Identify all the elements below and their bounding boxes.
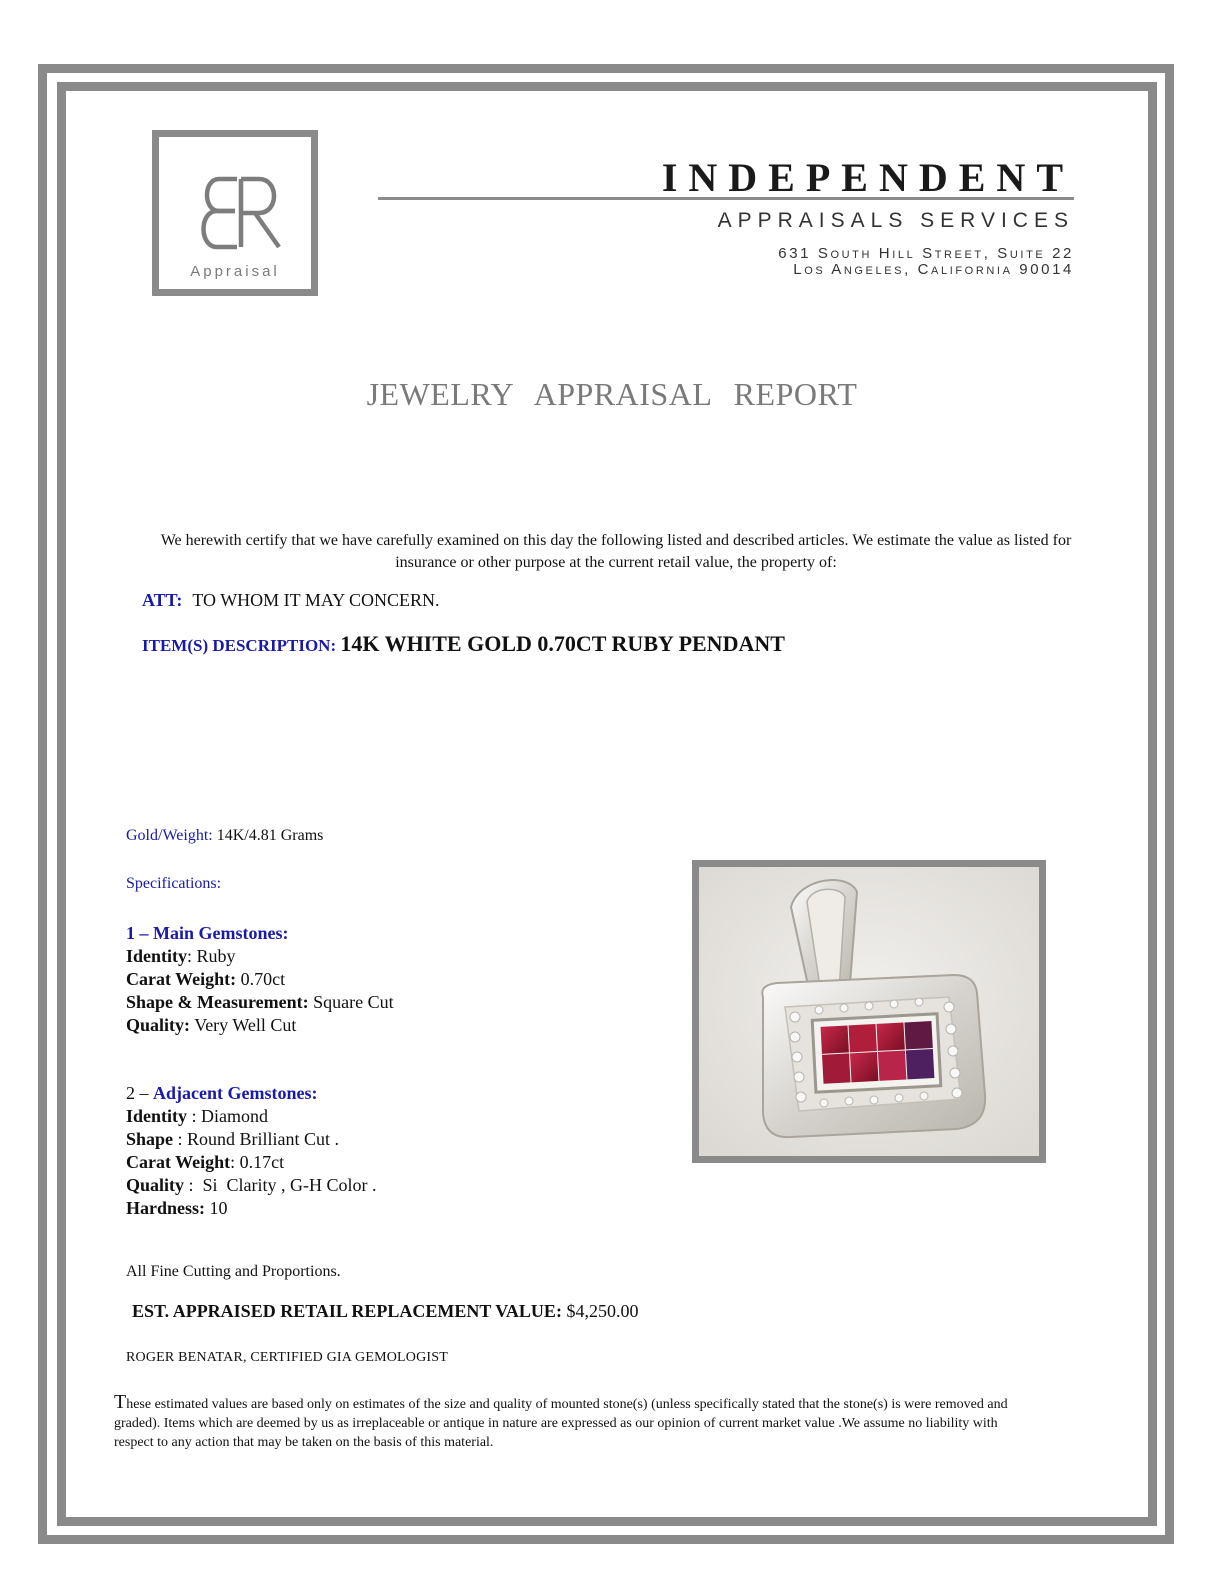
address-line-2: Los Angeles, California 90014 — [793, 261, 1074, 278]
gold-weight-label: Gold/Weight: — [126, 827, 213, 844]
quality-label: Quality: — [126, 1015, 191, 1035]
disclaimer-initial: T — [114, 1391, 127, 1413]
shape-label: Shape — [126, 1129, 174, 1149]
quality-label: Quality — [126, 1175, 185, 1195]
disclaimer-text: hese estimated values are based only on estimates of the size and quality of mounted stone(s) (unless specifically stated that the stone(s) is were removed and graded). Items which are deemed by us as irreplaceable or antique in nature are expressed as our opinion of current market value .We assume no liability with respect to any action that may be taken on the basis of this material. — [114, 1397, 1008, 1450]
address-line-1: 631 South Hill Street, Suite 22 — [778, 245, 1074, 262]
pendant-illustration — [699, 867, 1039, 1156]
quality-value: Very Well Cut — [190, 1015, 297, 1035]
hardness-value: 10 — [205, 1198, 228, 1218]
att-label: ATT: — [142, 590, 183, 610]
item-value: 14K WHITE GOLD 0.70CT RUBY PENDANT — [340, 631, 785, 656]
carat-label: Carat Weight — [126, 1152, 231, 1172]
appraiser-signature-line: ROGER BENATAR, CERTIFIED GIA GEMOLOGIST — [126, 1350, 449, 1365]
att-value: TO WHOM IT MAY CONCERN. — [192, 590, 440, 610]
item-label: ITEM(S) DESCRIPTION: — [142, 636, 337, 655]
br-monogram-icon — [197, 169, 287, 259]
disclaimer — [114, 1393, 1014, 1452]
logo-subtitle: Appraisal — [190, 263, 280, 280]
shape-value: Square Cut — [308, 992, 394, 1012]
main-gemstones-block — [126, 922, 394, 1037]
identity-value: : Ruby — [187, 946, 236, 966]
estimated-value-label: EST. APPRAISED RETAIL REPLACEMENT VALUE: — [132, 1301, 562, 1321]
specifications-label: Specifications: — [126, 875, 222, 892]
estimated-value — [132, 1301, 638, 1322]
gold-weight-value: 14K/4.81 Grams — [216, 827, 324, 844]
gold-weight — [126, 827, 323, 845]
carat-value: : 0.17ct — [230, 1152, 285, 1172]
identity-label: Identity — [126, 1106, 188, 1126]
shape-value: : Round Brilliant Cut . — [173, 1129, 340, 1149]
adjacent-gemstones-num: 2 – — [126, 1083, 149, 1103]
carat-value: 0.70ct — [236, 969, 286, 989]
certification-text: We herewith certify that we have carefully examined on this day the following listed and described articles. We estimate the value as listed for insurance or other purpose at the current retail value, the property of: — [160, 532, 1072, 571]
main-gemstones-heading: Main Gemstones: — [153, 923, 289, 943]
main-gemstones-num: 1 – — [126, 923, 149, 943]
hardness-label: Hardness: — [126, 1198, 206, 1218]
brand-name: INDEPENDENT — [661, 155, 1074, 200]
item-description — [142, 631, 785, 657]
ruby-pendant-photo — [692, 860, 1046, 1163]
br-appraisal-logo — [152, 130, 318, 296]
estimated-value-amount: $4,250.00 — [566, 1301, 639, 1321]
report-title: JEWELRY APPRAISAL REPORT — [366, 376, 858, 412]
quality-value: : Si Clarity , G-H Color . — [184, 1175, 377, 1195]
att-line — [142, 590, 440, 611]
identity-label: Identity — [126, 946, 188, 966]
carat-label: Carat Weight: — [126, 969, 237, 989]
brand-tagline: APPRAISALS SERVICES — [717, 209, 1074, 232]
adjacent-gemstones-block — [126, 1082, 377, 1220]
identity-value: : Diamond — [187, 1106, 269, 1126]
adjacent-gemstones-heading: Adjacent Gemstones: — [153, 1083, 318, 1103]
fine-cutting-note: All Fine Cutting and Proportions. — [126, 1263, 341, 1280]
shape-label: Shape & Measurement: — [126, 992, 309, 1012]
